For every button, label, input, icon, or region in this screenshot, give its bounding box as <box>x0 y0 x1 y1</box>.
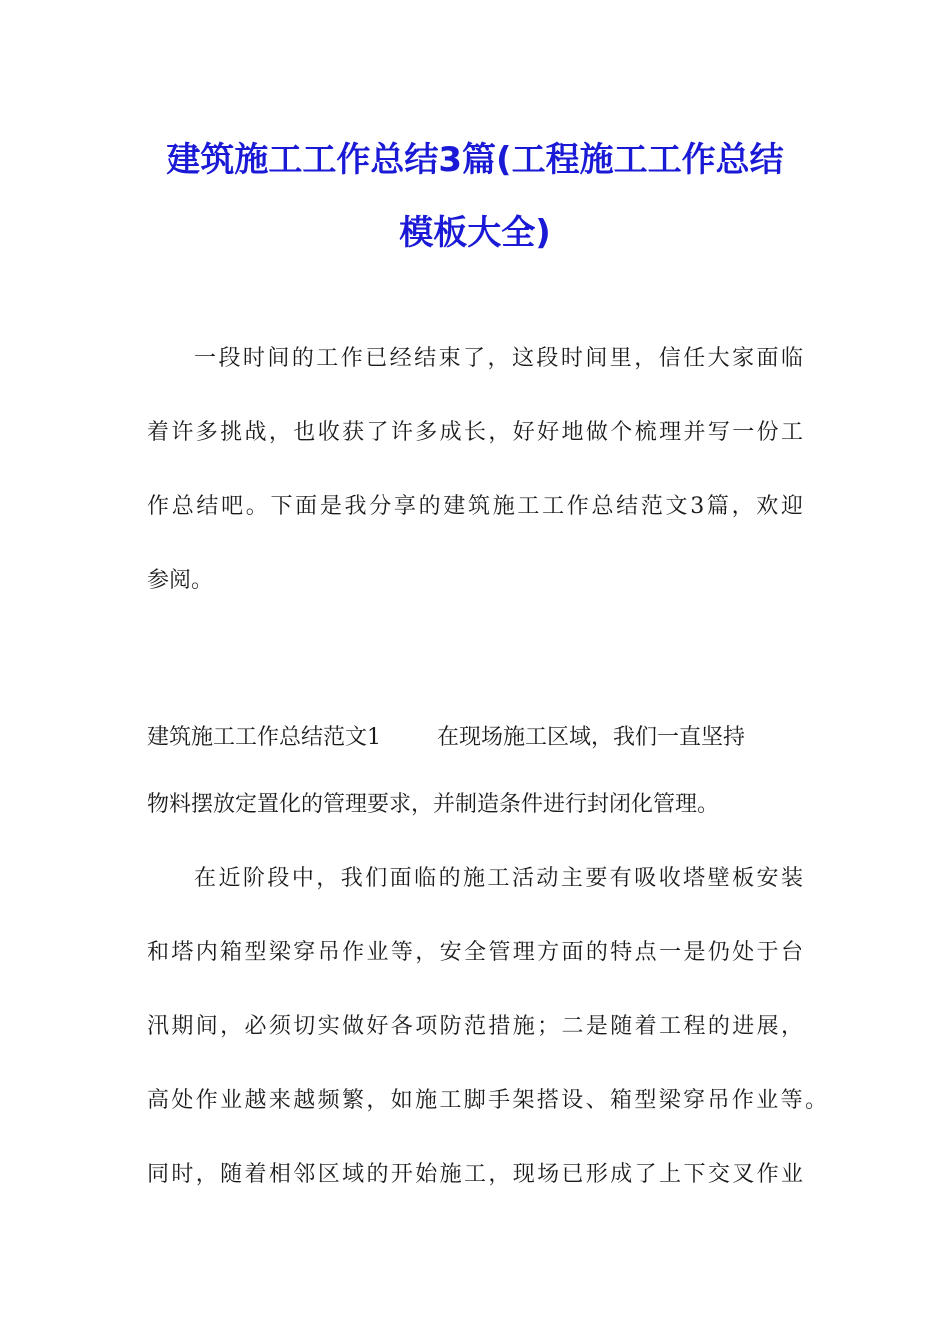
paragraph-2-line-4: 高处作业越来越频繁，如施工脚手架搭设、箱型梁穿吊作业等。 <box>147 1088 827 1113</box>
intro-line-1: 一段时间的工作已经结束了，这段时间里，信任大家面临 <box>194 346 803 371</box>
paragraph-2-line-2: 和塔内箱型梁穿吊作业等，安全管理方面的特点一是仍处于台 <box>147 940 803 965</box>
intro-line-3: 作总结吧。下面是我分享的建筑施工工作总结范文3篇，欢迎 <box>147 494 803 519</box>
intro-line-4: 参阅。 <box>147 568 214 593</box>
section-1-heading: 建筑施工工作总结范文1 <box>147 725 381 750</box>
section-1-text-start: 在现场施工区域，我们一直坚持 <box>437 725 746 750</box>
section-1-first-line <box>147 720 745 751</box>
document-title-line-2: 模板大全) <box>399 213 551 253</box>
paragraph-2-line-5: 同时，随着相邻区域的开始施工，现场已形成了上下交叉作业 <box>147 1162 803 1187</box>
paragraph-2-line-1: 在近阶段中，我们面临的施工活动主要有吸收塔壁板安装 <box>194 866 803 891</box>
document-title-line-1: 建筑施工工作总结3篇(工程施工工作总结 <box>166 140 784 180</box>
section-1-line-2: 物料摆放定置化的管理要求，并制造条件进行封闭化管理。 <box>147 792 720 817</box>
intro-line-2: 着许多挑战，也收获了许多成长，好好地做个梳理并写一份工 <box>147 420 803 445</box>
paragraph-2-line-3: 汛期间，必须切实做好各项防范措施；二是随着工程的进展， <box>147 1014 803 1039</box>
